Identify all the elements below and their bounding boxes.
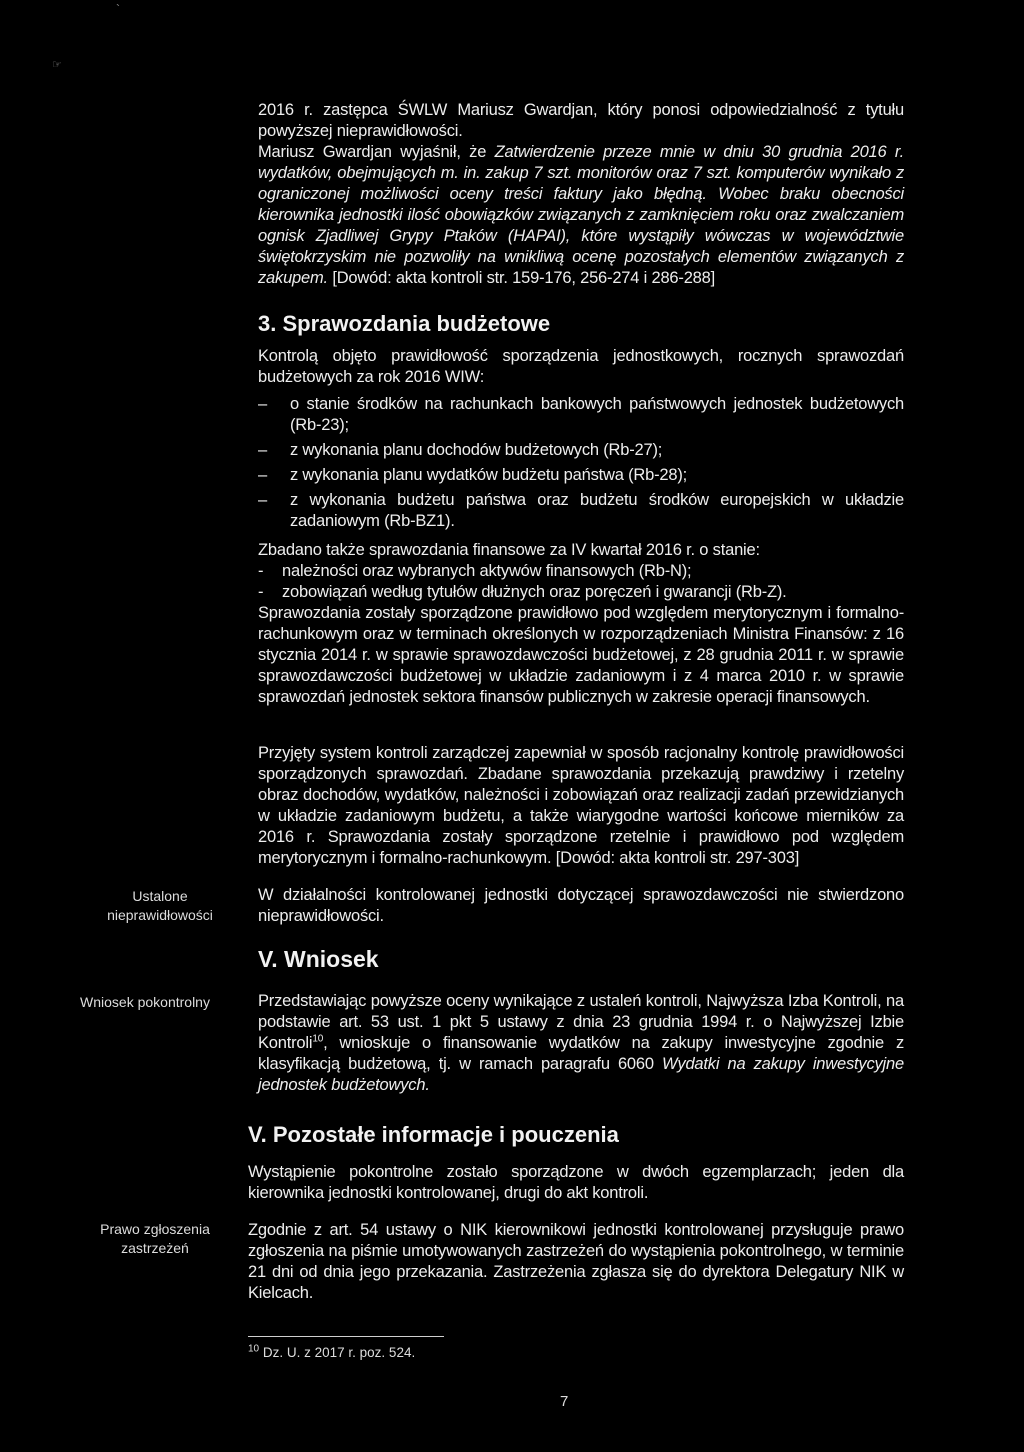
- list-item: [258, 394, 904, 436]
- list-item-text: należności oraz wybranych aktywów finansowych (Rb-N);: [282, 562, 692, 580]
- page-number: 7: [560, 1393, 569, 1410]
- dash-glyph: –: [258, 395, 267, 413]
- section3-intro: Kontrolą objęto prawidłowość sporządzenia jednostkowych, rocznych sprawozdań budżetowych za rok 2016 WIW:: [258, 347, 904, 386]
- list-item-text: zobowiązań według tytułów dłużnych oraz poręczeń i gwarancji (Rb-Z).: [282, 583, 787, 601]
- control-paragraph: Przyjęty system kontroli zarządczej zapewniał w sposób racjonalny kontrolę prawidłowości sporządzonych sprawozdań. Zbadane sprawozdania przekazują prawdziwy i rzetelny obraz dochodów, wydatków, należności i zobowiązań oraz realizacji zadań przewidzianych w układzie zadaniowym budżetu, a także wiarygodne wartości końcowe mierników za 2016 r. Sprawozdania zostały sporządzone rzetelnie i prawidłowo pod względem merytorycznym i formalno-rachunkowym. [Dowód: akta kontroli str. 297-303]: [258, 744, 904, 867]
- list-item-text: z wykonania planu wydatków budżetu państwa (Rb-28);: [290, 466, 688, 484]
- financial-body: Sprawozdania zostały sporządzone prawidłowo pod względem merytorycznym i formalno-rachunkowym oraz w terminach określonych w rozporządzeniach Ministra Finansów: z 16 stycznia 2014 r. w sprawie sprawozdawczości budżetowej, z 28 grudnia 2011 r. w sprawie sprawozdawczości budżetowej w układzie zadaniowym i z 4 marca 2010 r. w sprawie sprawozdań jednostek sektora finansów publicznych w zakresie operacji finansowych.: [258, 604, 904, 706]
- text-span: , wnioskuje o finansowanie wydatków na zakupy inwestycyjne zgodnie z klasyfikacją budżetową, tj. w ramach paragrafu 6060: [258, 1034, 904, 1073]
- paragraph-explanation: [258, 142, 904, 289]
- footnote-ref: 10: [312, 1033, 324, 1045]
- paragraph-responsibility: [258, 100, 904, 289]
- list-item: [258, 465, 904, 486]
- list-item-text: z wykonania budżetu państwa oraz budżetu środków europejskich w układzie zadaniowym (Rb-BZ1).: [290, 491, 904, 530]
- footnote-number: 10: [248, 1343, 260, 1355]
- list-item-text: o stanie środków na rachunkach bankowych państwowych jednostek budżetowych (Rb-23);: [290, 395, 904, 434]
- wniosek-text: [258, 991, 904, 1096]
- irregularities-text: W działalności kontrolowanej jednostki dotyczącej sprawozdawczości nie stwierdzono nieprawidłowości.: [258, 886, 904, 925]
- list-item: [258, 440, 904, 461]
- side-label: Prawo zgłoszenia zastrzeżeń: [100, 1221, 210, 1256]
- footnote-divider: [248, 1336, 444, 1337]
- scan-mark: ☞: [52, 59, 62, 71]
- financial-intro: Zbadano także sprawozdania finansowe za IV kwartał 2016 r. o stanie:: [258, 541, 760, 559]
- dash-glyph: –: [258, 491, 267, 509]
- side-label: Wniosek pokontrolny: [80, 994, 210, 1010]
- section-heading: 3. Sprawozdania budżetowe: [258, 311, 551, 336]
- list-item: [258, 561, 904, 582]
- pozostale-text: Wystąpienie pokontrolne zostało sporządzone w dwóch egzemplarzach; jeden dla kierownika jednostki kontrolowanej, drugi do akt kontroli.: [248, 1163, 904, 1202]
- financial-reports: [258, 540, 904, 708]
- dash-glyph: -: [258, 562, 264, 580]
- prawo-text: Zgodnie z art. 54 ustawy o NIK kierownikowi jednostki kontrolowanej przysługuje prawo zgłoszenia na piśmie umotywowanych zastrzeżeń do wystąpienia pokontrolnego, w terminie 21 dni od dnia jego przekazania. Zastrzeżenia zgłasza się do dyrektora Delegatury NIK w Kielcach.: [248, 1221, 904, 1302]
- list-item: [258, 490, 904, 532]
- footnote-text: Dz. U. z 2017 r. poz. 524.: [259, 1345, 416, 1360]
- section-heading: V. Pozostałe informacje i pouczenia: [248, 1122, 619, 1147]
- report-list: [258, 394, 904, 532]
- paragraph-line: 2016 r. zastępca ŚWLW Mariusz Gwardjan, który ponosi odpowiedzialność z tytułu powyższej nieprawidłowości.: [258, 101, 904, 140]
- list-item: [258, 582, 904, 603]
- side-label: Ustalone nieprawidłowości: [107, 888, 213, 923]
- section-heading: V. Wniosek: [258, 946, 379, 972]
- evidence-ref: [Dowód: akta kontroli str. 159-176, 256-274 i 286-288]: [327, 269, 716, 287]
- scan-mark: `: [116, 2, 120, 16]
- list-item-text: z wykonania planu dochodów budżetowych (Rb-27);: [290, 441, 663, 459]
- text-italic: Wydatki na zakupy inwestycyjne jednostek budżetowych.: [258, 1055, 904, 1094]
- text-span: Przedstawiając powyższe oceny wynikające z ustaleń kontroli, Najwyższa Izba Kontroli, na podstawie art. 53 ust. 1 pkt 5 ustawy z dnia 23 grudnia 1994 r. o Najwyższej Izbie Kontroli: [258, 992, 904, 1052]
- footnote: [248, 1345, 415, 1360]
- dash-glyph: -: [258, 583, 264, 601]
- quote-italic: Zatwierdzenie przeze mnie w dniu 30 grudnia 2016 r. wydatków, obejmujących m. in. zakup 7 szt. monitorów oraz 7 szt. komputerów wynikało z ograniczonej możliwości oceny treści faktury jako błędną. Wobec braku obecności kierownika jednostki ilość obowiązków związanych z zamknięciem roku oraz zwalczaniem ognisk Zjadliwej Grypy Ptaków (HAPAI), które wystąpiły wówczas w województwie świętokrzyskim nie pozwoliły na wnikliwą ocenę pozostałych elementów związanych z zakupem.: [258, 143, 904, 287]
- dash-glyph: –: [258, 441, 267, 459]
- text-span: Mariusz Gwardjan wyjaśnił, że: [258, 143, 495, 161]
- dash-glyph: –: [258, 466, 267, 484]
